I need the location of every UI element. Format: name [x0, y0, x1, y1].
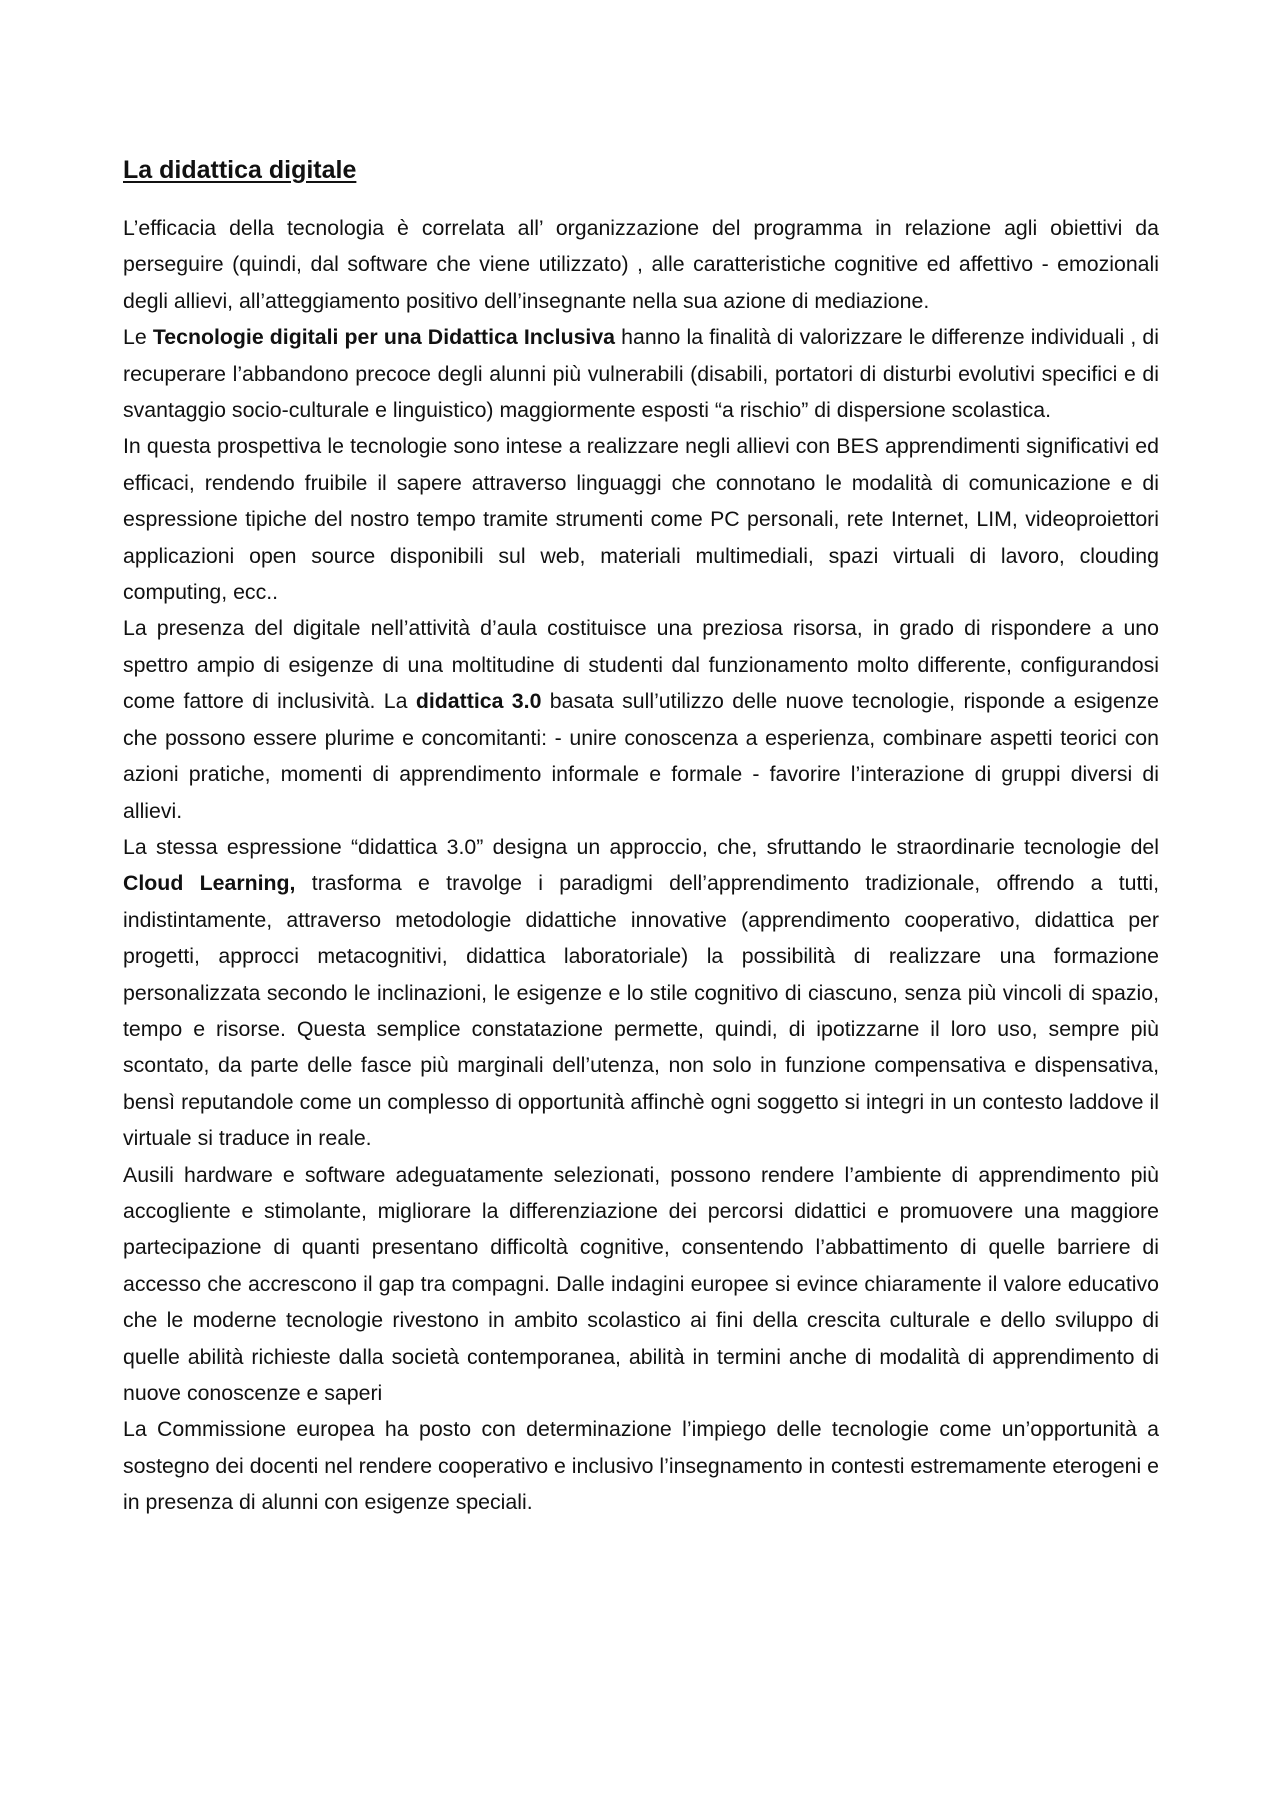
paragraph-4-text-a: La presenza del digitale nell’attività d’aula costituisce una preziosa risorsa, in grado di rispondere a uno spettro ampio di esigenze di una moltitudine di studenti dal funzionamento molto differente, configurandosi come fattore di inclusività. La	[123, 616, 1159, 714]
paragraph-5-bold: Cloud Learning,	[123, 871, 296, 896]
paragraph-2-text-c: hanno la finalità di valorizzare le differenze individuali , di recuperare l’abbandono precoce degli alunni più vulnerabili (disabili, portatori di disturbi evolutivi specifici e di svantaggio socio-culturale e linguistico) maggiormente esposti “a rischio” di dispersione scolastica.	[123, 325, 1159, 423]
paragraph-4-bold: didattica 3.0	[415, 689, 542, 714]
document-title: La didattica digitale	[123, 156, 357, 184]
document-page	[123, 152, 1159, 1521]
paragraph-7: La Commissione europea ha posto con determinazione l’impiego delle tecnologie come un’opportunità a sostegno dei docenti nel rendere cooperativo e inclusivo l’insegnamento in contesti estremamente eterogeni e in presenza di alunni con esigenze speciali.	[123, 1417, 1159, 1515]
paragraph-1: L’efficacia della tecnologia è correlata all’ organizzazione del programma in relazione agli obiettivi da perseguire (quindi, dal software che viene utilizzato) , alle caratteristiche cognitive ed affettivo - emozionali degli allievi, all’atteggiamento positivo dell’insegnante nella sua azione di mediazione.	[123, 216, 1159, 313]
paragraph-5	[123, 829, 1159, 1157]
paragraph-3: In questa prospettiva le tecnologie sono intese a realizzare negli allievi con BES apprendimenti significativi ed efficaci, rendendo fruibile il sapere attraverso linguaggi che connotano le modalità di comunicazione e di espressione tipiche del nostro tempo tramite strumenti come PC personali, rete Internet, LIM, videoproiettori applicazioni open source disponibili sul web, materiali multimediali, spazi virtuali di lavoro, clouding computing, ecc..	[123, 434, 1159, 605]
paragraph-2-text-a: Le	[123, 325, 153, 350]
paragraph-2	[123, 319, 1159, 428]
paragraph-5-text-a: La stessa espressione “didattica 3.0” designa un approccio, che, sfruttando le straordinarie tecnologie del	[123, 834, 1159, 859]
paragraph-2-bold: Tecnologie digitali per una Didattica Inclusiva	[152, 325, 616, 350]
paragraph-6: Ausili hardware e software adeguatamente selezionati, possono rendere l’ambiente di apprendimento più accogliente e stimolante, migliorare la differenziazione dei percorsi didattici e promuovere una maggiore partecipazione di quanti presentano difficoltà cognitive, consentendo l’abbattimento di quelle barriere di accesso che accrescono il gap tra compagni. Dalle indagini europee si evince chiaramente il valore educativo che le moderne tecnologie rivestono in ambito scolastico ai fini della crescita culturale e dello sviluppo di quelle abilità richieste dalla società contemporanea, abilità in termini anche di modalità di apprendimento di nuove conoscenze e saperi	[123, 1162, 1159, 1405]
paragraph-4	[123, 610, 1159, 828]
paragraph-4-text-c: basata sull’utilizzo delle nuove tecnologie, risponde a esigenze che possono essere plurime e concomitanti: - unire conoscenza a esperienza, combinare aspetti teorici con azioni pratiche, momenti di apprendimento informale e formale - favorire l’interazione di gruppi diversi di allievi.	[123, 689, 1160, 823]
paragraph-5-text-c: trasforma e travolge i paradigmi dell’apprendimento tradizionale, offrendo a tutti, indistintamente, attraverso metodologie didattiche innovative (apprendimento cooperativo, didattica per progetti, approcci metacognitivi, didattica laboratoriale) la possibilità di realizzare una formazione personalizzata secondo le inclinazioni, le esigenze e lo stile cognitivo di ciascuno, senza più vincoli di spazio, tempo e risorse. Questa semplice constatazione permette, quindi, di ipotizzarne il loro uso, sempre più scontato, da parte delle fasce più marginali dell’utenza, non solo in funzione compensativa e dispensativa, bensì reputandole come un complesso di opportunità affinchè ogni soggetto si integri in un contesto laddove il virtuale si traduce in reale.	[123, 871, 1159, 1151]
